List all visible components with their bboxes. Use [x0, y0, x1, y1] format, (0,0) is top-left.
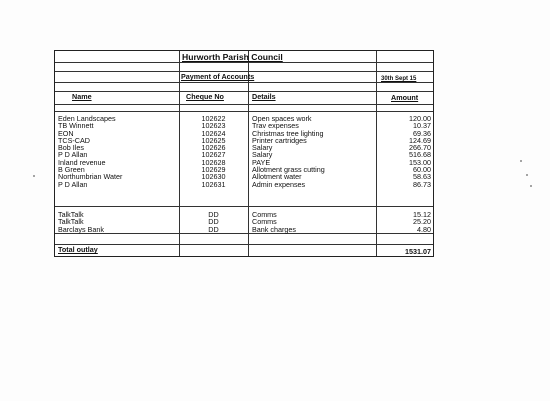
- payment-table: [54, 50, 434, 257]
- table-row: [55, 173, 433, 180]
- payment-details: Allotment water: [252, 172, 302, 182]
- payment-amount: 266.70: [409, 143, 431, 153]
- row-divider: [55, 233, 433, 234]
- row-divider: [55, 104, 433, 105]
- cheque-number: 102625: [201, 135, 226, 145]
- row-divider: [55, 111, 433, 112]
- payee-name: Bob Iles: [58, 143, 84, 153]
- scan-speck: [520, 160, 522, 162]
- payee-name: Inland revenue: [58, 157, 106, 167]
- payment-amount: 124.69: [409, 135, 431, 145]
- cheque-number: 102628: [201, 157, 226, 167]
- scan-speck: [526, 174, 528, 176]
- payment-amount: 516.68: [409, 150, 431, 160]
- table-row: [55, 115, 433, 122]
- table-row: [55, 151, 433, 158]
- total-label: Total outlay: [58, 245, 98, 254]
- cheque-number: 102626: [201, 143, 226, 153]
- payment-details: PAYE: [252, 157, 271, 167]
- payee-name: P D Allan: [58, 150, 88, 160]
- table-row: [55, 130, 433, 137]
- payment-amount: 120.00: [409, 114, 431, 123]
- payee-name: Eden Landscapes: [58, 114, 116, 123]
- cheque-number: 102629: [201, 165, 226, 175]
- payment-amount: 58.63: [413, 172, 431, 182]
- payment-amount: 60.00: [413, 165, 431, 175]
- table-row: [55, 144, 433, 151]
- table-row: [55, 211, 433, 218]
- column-header-name: Name: [72, 92, 92, 101]
- cheque-payments: [55, 115, 433, 188]
- payment-details: Printer cartridges: [252, 135, 307, 145]
- table-row: [55, 218, 433, 225]
- scan-speck: [530, 185, 532, 187]
- cheque-number: DD: [208, 210, 219, 219]
- cheque-number: 102622: [201, 114, 226, 123]
- total-amount: 1531.07: [405, 247, 431, 256]
- payment-details: Allotment grass cutting: [252, 165, 325, 175]
- payment-details: Bank charges: [252, 224, 296, 234]
- column-header-cheque: Cheque No: [186, 92, 224, 101]
- payee-name: Barclays Bank: [58, 224, 104, 234]
- payment-details: Comms: [252, 210, 277, 219]
- cheque-number: DD: [208, 224, 219, 234]
- cheque-number: 102630: [201, 172, 226, 182]
- table-row: [55, 181, 433, 188]
- report-date: 30th Sept 15: [381, 76, 417, 82]
- payment-amount: 69.36: [413, 128, 431, 138]
- payment-amount: 25.20: [413, 217, 431, 227]
- cheque-number: 102624: [201, 128, 226, 138]
- payee-name: TalkTalk: [58, 210, 84, 219]
- payment-amount: 4.80: [417, 224, 431, 234]
- payment-details: Open spaces work: [252, 114, 312, 123]
- council-title: Hurworth Parish Council: [182, 52, 283, 62]
- direct-debit-payments: [55, 211, 433, 233]
- column-header-details: Details: [252, 92, 276, 101]
- row-divider: [55, 91, 433, 92]
- payee-name: B Green: [58, 165, 85, 175]
- row-divider: [55, 62, 433, 63]
- row-divider: [55, 82, 433, 83]
- payment-details: Salary: [252, 150, 273, 160]
- cheque-number: 102631: [201, 179, 226, 189]
- payment-amount: 153.00: [409, 157, 431, 167]
- payee-name: EON: [58, 128, 74, 138]
- cheque-number: DD: [208, 217, 219, 227]
- row-divider: [55, 244, 433, 245]
- payee-name: TB Winnett: [58, 121, 94, 131]
- table-row: [55, 226, 433, 233]
- payment-details: Christmas tree lighting: [252, 128, 324, 138]
- payee-name: TCS-CAD: [58, 135, 90, 145]
- cheque-number: 102627: [201, 150, 226, 160]
- payment-amount: 10.37: [413, 121, 431, 131]
- payment-amount: 86.73: [413, 179, 431, 189]
- payment-amount: 15.12: [413, 210, 431, 219]
- payment-details: Trav expenses: [252, 121, 299, 131]
- payee-name: P D Allan: [58, 179, 88, 189]
- column-header-amount: Amount: [391, 93, 419, 102]
- table-row: [55, 159, 433, 166]
- payment-details: Admin expenses: [252, 179, 306, 189]
- page-subtitle: Payment of Accounts: [181, 72, 255, 81]
- table-row: [55, 137, 433, 144]
- scan-speck: [33, 175, 35, 177]
- payment-details: Salary: [252, 143, 273, 153]
- payee-name: TalkTalk: [58, 217, 84, 227]
- payee-name: Northumbrian Water: [58, 172, 123, 182]
- table-row: [55, 122, 433, 129]
- payment-details: Comms: [252, 217, 277, 227]
- cheque-number: 102623: [201, 121, 226, 131]
- row-divider: [55, 206, 433, 207]
